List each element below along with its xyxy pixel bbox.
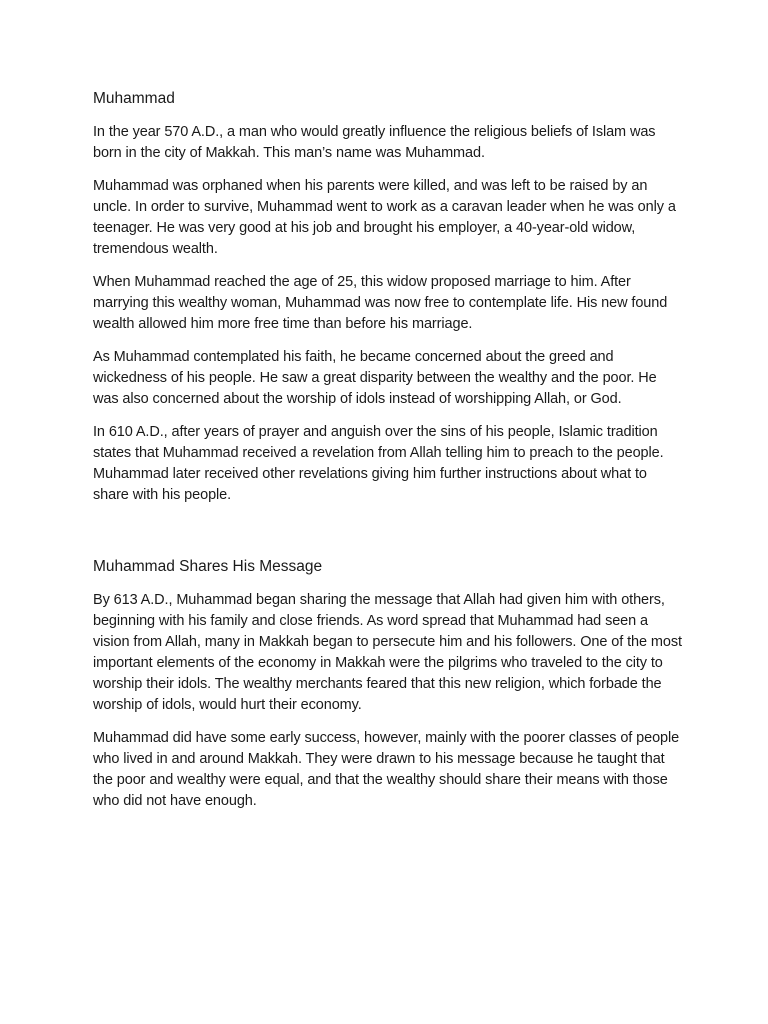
section-title-muhammad: Muhammad bbox=[93, 90, 175, 107]
paragraph: When Muhammad reached the age of 25, this widow proposed marriage to him. After marrying this wealthy woman, Muhammad was now free to contemplate life. His new found wealth allowed him more free time than before his marriage. bbox=[93, 274, 668, 332]
paragraph: Muhammad did have some early success, however, mainly with the poorer classes of people who lived in and around Makkah. They were drawn to his message because he taught that the poor and wealthy were equal, and that the wealthy should share their means with those who did not have enough. bbox=[93, 730, 680, 809]
section-spacer bbox=[93, 518, 683, 556]
section-title-shares-message: Muhammad Shares His Message bbox=[93, 558, 323, 575]
paragraph: As Muhammad contemplated his faith, he became concerned about the greed and wickedness of his people. He saw a great disparity between the wealthy and the poor. He was also concerned about the worship of idols instead of worshipping Allah, or God. bbox=[93, 349, 657, 407]
document-page bbox=[93, 88, 683, 824]
paragraph: By 613 A.D., Muhammad began sharing the message that Allah had given him with others, beginning with his family and close friends. As word spread that Muhammad had seen a vision from Allah, many in Makkah began to persecute him and his followers. One of the most important elements of the economy in Makkah were the pilgrims who traveled to the city to worship their idols. The wealthy merchants feared that this new religion, which forbade the worship of idols, would hurt their economy. bbox=[93, 592, 682, 713]
paragraph: In 610 A.D., after years of prayer and anguish over the sins of his people, Islamic tradition states that Muhammad received a revelation from Allah telling him to preach to the people. Muhammad later received other revelations giving him further instructions about what to share with his people. bbox=[93, 424, 664, 503]
paragraph: In the year 570 A.D., a man who would greatly influence the religious beliefs of Islam was born in the city of Makkah. This man’s name was Muhammad. bbox=[93, 124, 656, 161]
paragraph: Muhammad was orphaned when his parents were killed, and was left to be raised by an uncle. In order to survive, Muhammad went to work as a caravan leader when he was only a teenager. He was very good at his job and brought his employer, a 40-year-old widow, tremendous wealth. bbox=[93, 178, 676, 257]
